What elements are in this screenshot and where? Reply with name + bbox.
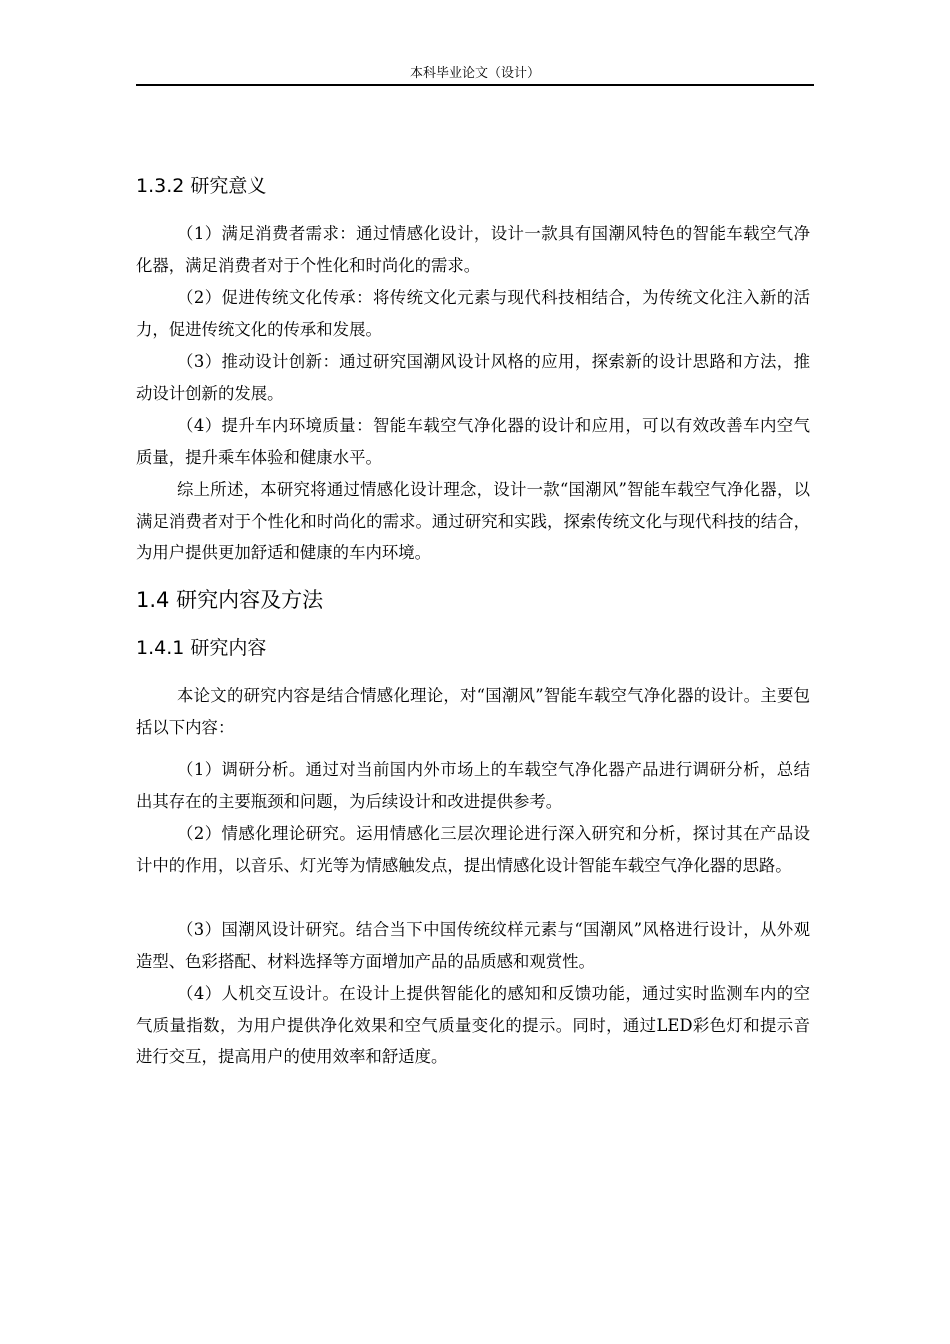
page-header: 本科毕业论文（设计） [409, 66, 540, 81]
paragraph-significance-1: （1）满足消费者需求：通过情感化设计，设计一款具有国潮风特色的智能车载空气净化器，满足消费者对于个性化和时尚化的需求。 [136, 224, 810, 275]
paragraph-significance-4: （4）提升车内环境质量：智能车载空气净化器的设计和应用，可以有效改善车内空气质量，提升乘车体验和健康水平。 [136, 416, 810, 467]
header-divider [136, 84, 814, 86]
heading-1-4: 1.4 研究内容及方法 [136, 588, 324, 612]
paragraph-content-4: （4）人机交互设计。在设计上提供智能化的感知和反馈功能，通过实时监测车内的空气质量指数，为用户提供净化效果和空气质量变化的提示。同时，通过LED彩色灯和提示音进行交互，提高用户的使用效率和舒适度。 [136, 984, 810, 1066]
paragraph-summary: 综上所述，本研究将通过情感化设计理念，设计一款“国潮风”智能车载空气净化器，以满足消费者对于个性化和时尚化的需求。通过研究和实践，探索传统文化与现代科技的结合，为用户提供更加舒适和健康的车内环境。 [136, 480, 810, 562]
paragraph-content-1: （1）调研分析。通过对当前国内外市场上的车载空气净化器产品进行调研分析，总结出其存在的主要瓶颈和问题，为后续设计和改进提供参考。 [136, 760, 810, 811]
paragraph-significance-3: （3）推动设计创新：通过研究国潮风设计风格的应用，探索新的设计思路和方法，推动设计创新的发展。 [136, 352, 810, 403]
heading-1-3-2: 1.3.2 研究意义 [136, 175, 267, 197]
paragraph-content-3: （3）国潮风设计研究。结合当下中国传统纹样元素与“国潮风”风格进行设计，从外观造型、色彩搭配、材料选择等方面增加产品的品质感和观赏性。 [136, 920, 810, 971]
paragraph-content-2: （2）情感化理论研究。运用情感化三层次理论进行深入研究和分析，探讨其在产品设计中的作用，以音乐、灯光等为情感触发点，提出情感化设计智能车载空气净化器的思路。 [136, 824, 810, 875]
heading-1-4-1: 1.4.1 研究内容 [136, 637, 267, 659]
paragraph-content-intro: 本论文的研究内容是结合情感化理论，对“国潮风”智能车载空气净化器的设计。主要包括以下内容： [136, 686, 810, 737]
paragraph-significance-2: （2）促进传统文化传承：将传统文化元素与现代科技相结合，为传统文化注入新的活力，促进传统文化的传承和发展。 [136, 288, 810, 339]
